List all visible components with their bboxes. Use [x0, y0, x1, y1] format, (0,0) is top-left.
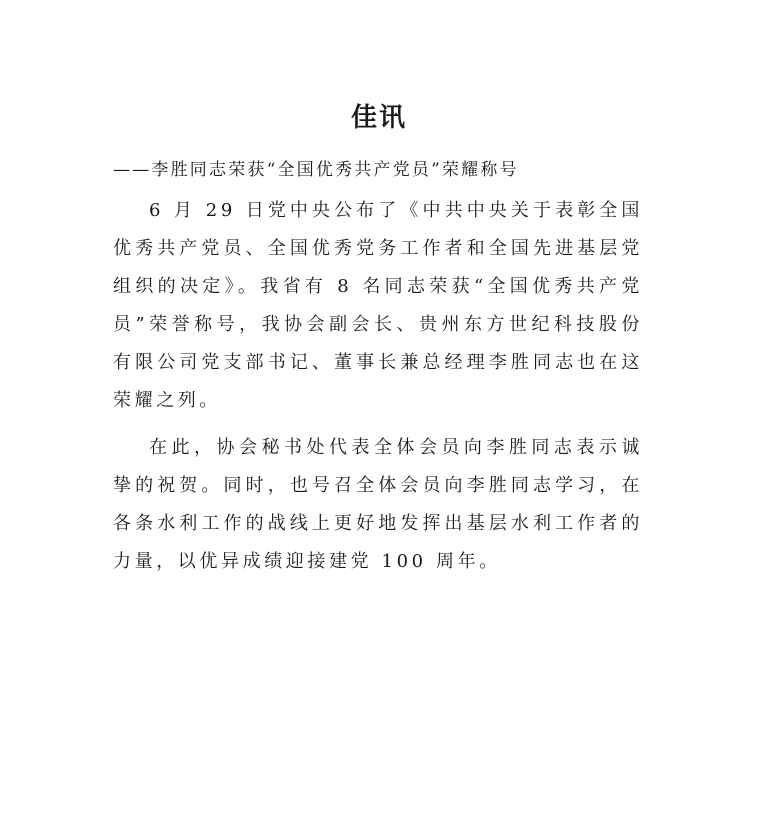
paragraph-1: 6 月 29 日党中央公布了《中共中央关于表彰全国优秀共产党员、全国优秀党务工作者和全国先进基层党组织的决定》。我省有 8 名同志荣获“全国优秀共产党员”荣誉称号，我协会副会长、贵州东方世纪科技股份有限公司党支部书记、董事长兼总经理李胜同志也在这荣耀之列。 — [113, 200, 643, 411]
paragraph-2: 在此，协会秘书处代表全体会员向李胜同志表示诚挚的祝贺。同时，也号召全体会员向李胜同志学习，在各条水利工作的战线上更好地发挥出基层水利工作者的力量，以优异成绩迎接建党 100 周年。 — [113, 437, 643, 572]
document-title: 佳讯 — [350, 103, 407, 133]
document-subtitle: ——李胜同志荣获“全国优秀共产党员”荣耀称号 — [113, 160, 519, 180]
